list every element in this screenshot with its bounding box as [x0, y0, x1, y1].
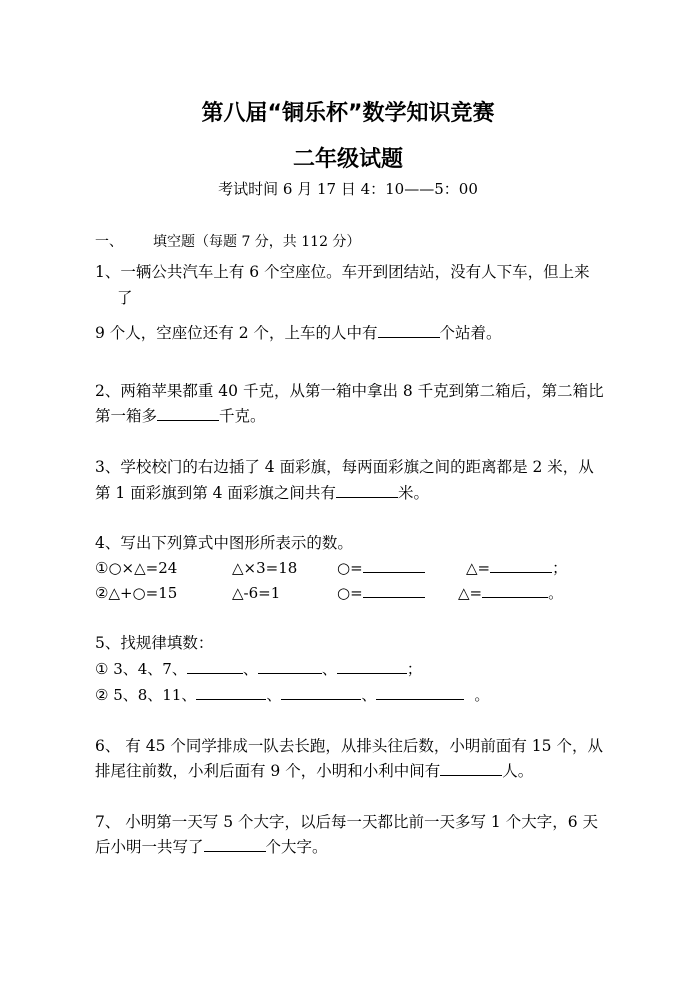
q4-row2-eq1: ②△+○=15 — [95, 584, 178, 602]
section-header — [95, 232, 615, 252]
q1-answer-blank[interactable] — [378, 323, 440, 338]
q6-answer-blank[interactable] — [440, 761, 502, 776]
q4-row2-eq2: △-6=1 — [232, 584, 281, 602]
q2-text: 第一箱多 — [95, 407, 158, 425]
q1-text-end: 个站着。 — [439, 324, 502, 342]
q5-row2-blank1[interactable] — [196, 685, 266, 700]
q5-line1: 5、找规律填数： — [95, 634, 214, 652]
q3-answer-blank[interactable] — [336, 483, 398, 498]
q6-text: 排尾往前数，小利后面有 9 个，小明和小利中间有 — [95, 762, 441, 780]
q6-line1: 6、 有 45 个同学排成一队去长跑，从排头往后数，小明前面有 15 个，从 — [95, 737, 603, 755]
q6-text-end: 人。 — [502, 762, 534, 780]
q4-row2-circle: ○= — [337, 583, 425, 603]
q1-line3 — [95, 323, 615, 343]
q4-row1-circle: ○= — [337, 558, 425, 578]
q1-line2: 了 — [117, 289, 133, 307]
exam-time: 考试时间 6 月 17 日 4：10——5：00 — [218, 180, 478, 198]
q3-text-end: 米。 — [397, 484, 429, 502]
q4-row1-circle-blank[interactable] — [363, 558, 425, 573]
q5-row2: ② 5、8、11、 、 、 。 — [95, 686, 490, 704]
q2-answer-blank[interactable] — [157, 406, 219, 421]
q7-line2 — [95, 837, 615, 857]
q4-row2-circle-blank[interactable] — [363, 583, 425, 598]
q1-text: 9 个人，空座位还有 2 个，上车的人中有 — [95, 324, 378, 342]
q5-row1-blank3[interactable] — [337, 659, 407, 674]
q5-row2-blank3[interactable] — [376, 685, 464, 700]
q2-line1: 2、两箱苹果都重 40 千克，从第一箱中拿出 8 千克到第二箱后，第二箱比 — [95, 382, 604, 400]
q4-row1-triangle-blank[interactable] — [490, 558, 552, 573]
q2-text-end: 千克。 — [219, 407, 266, 425]
q3-line2 — [95, 483, 615, 503]
q2-line2 — [95, 406, 615, 426]
exam-subtitle: 二年级试题 — [292, 147, 403, 172]
q3-text: 第 1 面彩旗到第 4 面彩旗之间共有 — [95, 484, 336, 502]
q5-row1-blank1[interactable] — [187, 659, 243, 674]
q4-row2-triangle-blank[interactable] — [482, 583, 548, 598]
q5-row1: ① 3、4、7、 、 、 ； — [95, 660, 422, 678]
q5-row1-blank2[interactable] — [258, 659, 322, 674]
exam-title: 第八届“铜乐杯”数学知识竞赛 — [201, 101, 495, 126]
q4-row1-eq2: △×3=18 — [232, 559, 298, 577]
q1-line1: 1、一辆公共汽车上有 6 个空座位。车开到团结站，没有人下车，但上来 — [95, 263, 590, 281]
q4-row2-triangle: △= 。 — [458, 584, 564, 602]
q6-line2 — [95, 761, 615, 781]
q3-line1: 3、学校校门的右边插了 4 面彩旗，每两面彩旗之间的距离都是 2 米，从 — [95, 458, 594, 476]
q4-row1-eq1: ①○×△=24 — [95, 559, 178, 577]
section-name: 填空题（每题 7 分，共 112 分） — [153, 234, 361, 250]
q7-line1: 7、 小明第一天写 5 个大字，以后每一天都比前一天多写 1 个大字，6 天 — [95, 813, 599, 831]
q7-text: 后小明一共写了 — [95, 838, 204, 856]
q4-line1: 4、写出下列算式中图形所表示的数。 — [95, 534, 353, 552]
q7-text-end: 个大字。 — [265, 838, 328, 856]
q5-row2-blank2[interactable] — [281, 685, 361, 700]
q7-answer-blank[interactable] — [204, 837, 266, 852]
section-number: 一、 — [95, 234, 123, 250]
q4-row1-triangle: △= ； — [466, 559, 568, 577]
